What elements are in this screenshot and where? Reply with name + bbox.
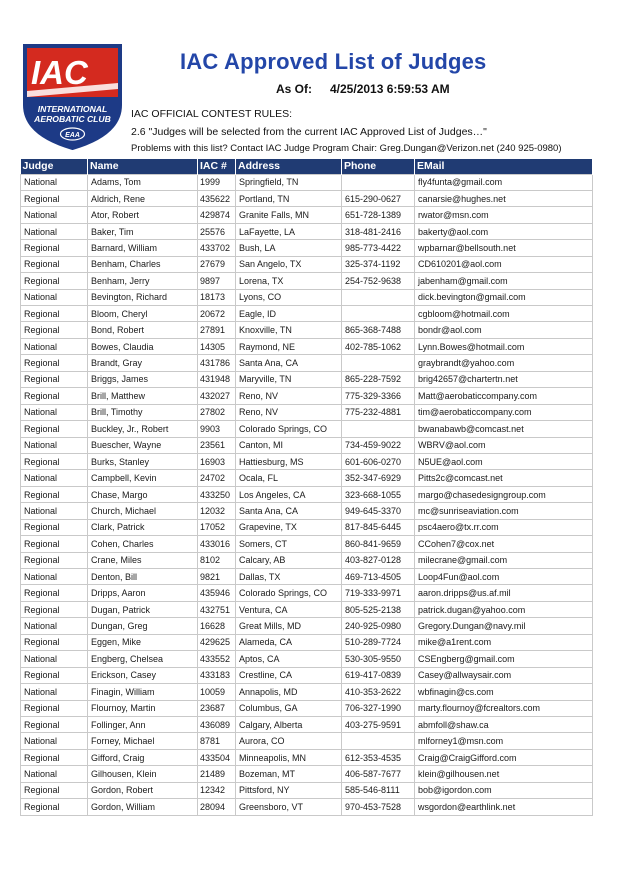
judge-level-cell: Regional xyxy=(21,355,88,371)
judge-level-cell: Regional xyxy=(21,453,88,469)
judge-level-cell: National xyxy=(21,437,88,453)
iac-number-cell: 433552 xyxy=(198,651,236,667)
judge-level-cell: Regional xyxy=(21,601,88,617)
iac-number-cell: 17052 xyxy=(198,519,236,535)
email-cell: klein@gilhousen.net xyxy=(415,766,593,782)
email-cell: psc4aero@tx.rr.com xyxy=(415,519,593,535)
email-cell: bob@igordon.com xyxy=(415,782,593,798)
judges-table xyxy=(20,159,593,816)
table-row xyxy=(21,289,593,305)
name-cell: Ator, Robert xyxy=(88,207,198,223)
email-cell: wsgordon@earthlink.net xyxy=(415,799,593,815)
address-cell: Maryville, TN xyxy=(236,371,342,387)
name-cell: Bond, Robert xyxy=(88,322,198,338)
name-cell: Gordon, Robert xyxy=(88,782,198,798)
phone-cell: 949-645-3370 xyxy=(342,503,415,519)
address-cell: Bush, LA xyxy=(236,240,342,256)
judge-level-cell: Regional xyxy=(21,716,88,732)
rules-quote: 2.6 "Judges will be selected from the current IAC Approved List of Judges…" xyxy=(131,126,487,138)
email-cell: tim@aerobaticcompany.com xyxy=(415,404,593,420)
phone-cell: 585-546-8111 xyxy=(342,782,415,798)
logo-wordmark: IAC xyxy=(31,54,88,91)
iac-number-cell: 433016 xyxy=(198,536,236,552)
judge-level-cell: National xyxy=(21,618,88,634)
phone-cell: 403-827-0128 xyxy=(342,552,415,568)
address-cell: Hattiesburg, MS xyxy=(236,453,342,469)
address-cell: Lorena, TX xyxy=(236,273,342,289)
table-row xyxy=(21,552,593,568)
table-row xyxy=(21,667,593,683)
table-row xyxy=(21,749,593,765)
address-cell: Ocala, FL xyxy=(236,470,342,486)
phone-cell: 865-368-7488 xyxy=(342,322,415,338)
address-cell: Grapevine, TX xyxy=(236,519,342,535)
name-cell: Burks, Stanley xyxy=(88,453,198,469)
phone-cell: 240-925-0980 xyxy=(342,618,415,634)
email-cell: CCohen7@cox.net xyxy=(415,536,593,552)
iac-number-cell: 9897 xyxy=(198,273,236,289)
name-cell: Dripps, Aaron xyxy=(88,585,198,601)
name-cell: Barnard, William xyxy=(88,240,198,256)
address-cell: Eagle, ID xyxy=(236,306,342,322)
phone-cell: 318-481-2416 xyxy=(342,223,415,239)
email-cell: fly4funta@gmail.com xyxy=(415,174,593,190)
address-cell: Springfield, TN xyxy=(236,174,342,190)
judge-level-cell: Regional xyxy=(21,799,88,815)
judge-level-cell: National xyxy=(21,404,88,420)
as-of-label: As Of: xyxy=(276,82,312,96)
name-cell: Crane, Miles xyxy=(88,552,198,568)
judge-level-cell: Regional xyxy=(21,388,88,404)
judge-level-cell: Regional xyxy=(21,190,88,206)
phone-cell: 402-785-1062 xyxy=(342,338,415,354)
column-header-judge: Judge xyxy=(21,159,88,174)
address-cell: Los Angeles, CA xyxy=(236,486,342,502)
table-row xyxy=(21,651,593,667)
name-cell: Bowes, Claudia xyxy=(88,338,198,354)
email-cell: Gregory.Dungan@navy.mil xyxy=(415,618,593,634)
judge-level-cell: National xyxy=(21,223,88,239)
iac-number-cell: 433504 xyxy=(198,749,236,765)
phone-cell: 775-329-3366 xyxy=(342,388,415,404)
email-cell: canarsie@hughes.net xyxy=(415,190,593,206)
table-row xyxy=(21,371,593,387)
iac-number-cell: 431948 xyxy=(198,371,236,387)
iac-number-cell: 21489 xyxy=(198,766,236,782)
address-cell: Aptos, CA xyxy=(236,651,342,667)
phone-cell: 601-606-0270 xyxy=(342,453,415,469)
address-cell: Crestline, CA xyxy=(236,667,342,683)
address-cell: Pittsford, NY xyxy=(236,782,342,798)
logo-eaa-badge: EAA xyxy=(65,132,80,139)
phone-cell xyxy=(342,733,415,749)
phone-cell: 323-668-1055 xyxy=(342,486,415,502)
column-header-phone: Phone xyxy=(342,159,415,174)
email-cell: mlforney1@msn.com xyxy=(415,733,593,749)
address-cell: Annapolis, MD xyxy=(236,684,342,700)
phone-cell: 325-374-1192 xyxy=(342,256,415,272)
name-cell: Adams, Tom xyxy=(88,174,198,190)
table-row xyxy=(21,306,593,322)
email-cell: Pitts2c@comcast.net xyxy=(415,470,593,486)
email-cell: bwanabawb@comcast.net xyxy=(415,421,593,437)
address-cell: Columbus, GA xyxy=(236,700,342,716)
iac-number-cell: 14305 xyxy=(198,338,236,354)
judge-level-cell: Regional xyxy=(21,749,88,765)
judge-level-cell: Regional xyxy=(21,700,88,716)
address-cell: LaFayette, LA xyxy=(236,223,342,239)
iac-number-cell: 8781 xyxy=(198,733,236,749)
name-cell: Briggs, James xyxy=(88,371,198,387)
address-cell: Calcary, AB xyxy=(236,552,342,568)
table-row xyxy=(21,700,593,716)
judge-level-cell: Regional xyxy=(21,322,88,338)
address-cell: Raymond, NE xyxy=(236,338,342,354)
judge-level-cell: National xyxy=(21,569,88,585)
email-cell: dick.bevington@gmail.com xyxy=(415,289,593,305)
iac-number-cell: 429874 xyxy=(198,207,236,223)
address-cell: Greensboro, VT xyxy=(236,799,342,815)
name-cell: Brill, Timothy xyxy=(88,404,198,420)
table-row xyxy=(21,618,593,634)
iac-number-cell: 432027 xyxy=(198,388,236,404)
address-cell: Colorado Springs, CO xyxy=(236,421,342,437)
address-cell: Calgary, Alberta xyxy=(236,716,342,732)
address-cell: Reno, NV xyxy=(236,388,342,404)
judge-level-cell: Regional xyxy=(21,782,88,798)
iac-number-cell: 9821 xyxy=(198,569,236,585)
judge-level-cell: National xyxy=(21,470,88,486)
email-cell: WBRV@aol.com xyxy=(415,437,593,453)
name-cell: Cohen, Charles xyxy=(88,536,198,552)
address-cell: Lyons, CO xyxy=(236,289,342,305)
judge-level-cell: Regional xyxy=(21,256,88,272)
column-header-address: Address xyxy=(236,159,342,174)
email-cell: CSEngberg@gmail.com xyxy=(415,651,593,667)
name-cell: Engberg, Chelsea xyxy=(88,651,198,667)
iac-number-cell: 27679 xyxy=(198,256,236,272)
email-cell: Craig@CraigGifford.com xyxy=(415,749,593,765)
table-row xyxy=(21,585,593,601)
table-row xyxy=(21,240,593,256)
name-cell: Bevington, Richard xyxy=(88,289,198,305)
phone-cell: 775-232-4881 xyxy=(342,404,415,420)
judge-level-cell: Regional xyxy=(21,486,88,502)
table-row xyxy=(21,338,593,354)
phone-cell: 651-728-1389 xyxy=(342,207,415,223)
table-row xyxy=(21,684,593,700)
address-cell: Great Mills, MD xyxy=(236,618,342,634)
phone-cell: 469-713-4505 xyxy=(342,569,415,585)
name-cell: Brill, Matthew xyxy=(88,388,198,404)
logo-line-2: AEROBATIC CLUB xyxy=(34,114,111,124)
name-cell: Benham, Jerry xyxy=(88,273,198,289)
email-cell: bondr@aol.com xyxy=(415,322,593,338)
name-cell: Campbell, Kevin xyxy=(88,470,198,486)
address-cell: Granite Falls, MN xyxy=(236,207,342,223)
name-cell: Denton, Bill xyxy=(88,569,198,585)
phone-cell: 352-347-6929 xyxy=(342,470,415,486)
table-row xyxy=(21,733,593,749)
judge-level-cell: Regional xyxy=(21,240,88,256)
rules-heading: IAC OFFICIAL CONTEST RULES: xyxy=(131,108,293,120)
address-cell: Santa Ana, CA xyxy=(236,355,342,371)
phone-cell: 985-773-4422 xyxy=(342,240,415,256)
iac-number-cell: 431786 xyxy=(198,355,236,371)
judge-level-cell: National xyxy=(21,766,88,782)
phone-cell: 406-587-7677 xyxy=(342,766,415,782)
iac-number-cell: 28094 xyxy=(198,799,236,815)
phone-cell xyxy=(342,421,415,437)
table-row xyxy=(21,273,593,289)
iac-number-cell: 8102 xyxy=(198,552,236,568)
table-row xyxy=(21,322,593,338)
judge-level-cell: National xyxy=(21,503,88,519)
table-row xyxy=(21,569,593,585)
iac-number-cell: 433250 xyxy=(198,486,236,502)
phone-cell xyxy=(342,289,415,305)
phone-cell: 719-333-9971 xyxy=(342,585,415,601)
table-header-row xyxy=(21,159,593,174)
iac-number-cell: 24702 xyxy=(198,470,236,486)
judge-level-cell: National xyxy=(21,207,88,223)
iac-number-cell: 23561 xyxy=(198,437,236,453)
table-row xyxy=(21,536,593,552)
judges-table-body xyxy=(21,174,593,815)
email-cell: graybrandt@yahoo.com xyxy=(415,355,593,371)
email-cell: N5UE@aol.com xyxy=(415,453,593,469)
name-cell: Eggen, Mike xyxy=(88,634,198,650)
table-row xyxy=(21,437,593,453)
email-cell: CD610201@aol.com xyxy=(415,256,593,272)
email-cell: margo@chasedesigngroup.com xyxy=(415,486,593,502)
page-title: IAC Approved List of Judges xyxy=(180,49,487,74)
judge-level-cell: National xyxy=(21,289,88,305)
address-cell: Reno, NV xyxy=(236,404,342,420)
address-cell: Alameda, CA xyxy=(236,634,342,650)
judge-level-cell: National xyxy=(21,684,88,700)
phone-cell: 805-525-2138 xyxy=(342,601,415,617)
address-cell: Colorado Springs, CO xyxy=(236,585,342,601)
address-cell: Knoxville, TN xyxy=(236,322,342,338)
judge-level-cell: National xyxy=(21,174,88,190)
address-cell: Bozeman, MT xyxy=(236,766,342,782)
phone-cell: 254-752-9638 xyxy=(342,273,415,289)
as-of-line xyxy=(276,82,450,96)
name-cell: Buckley, Jr., Robert xyxy=(88,421,198,437)
table-row xyxy=(21,634,593,650)
address-cell: Somers, CT xyxy=(236,536,342,552)
name-cell: Clark, Patrick xyxy=(88,519,198,535)
judge-level-cell: National xyxy=(21,338,88,354)
judge-level-cell: Regional xyxy=(21,421,88,437)
phone-cell: 970-453-7528 xyxy=(342,799,415,815)
table-row xyxy=(21,799,593,815)
name-cell: Buescher, Wayne xyxy=(88,437,198,453)
logo-line-1: INTERNATIONAL xyxy=(37,104,108,114)
judge-level-cell: Regional xyxy=(21,667,88,683)
email-cell: jabenham@gmail.com xyxy=(415,273,593,289)
column-header-email: EMail xyxy=(415,159,593,174)
email-cell: bakerty@aol.com xyxy=(415,223,593,239)
table-row xyxy=(21,421,593,437)
address-cell: Dallas, TX xyxy=(236,569,342,585)
address-cell: San Angelo, TX xyxy=(236,256,342,272)
iac-number-cell: 436089 xyxy=(198,716,236,732)
name-cell: Follinger, Ann xyxy=(88,716,198,732)
name-cell: Erickson, Casey xyxy=(88,667,198,683)
table-row xyxy=(21,388,593,404)
iac-number-cell: 12342 xyxy=(198,782,236,798)
name-cell: Baker, Tim xyxy=(88,223,198,239)
column-header-iac-number: IAC # xyxy=(198,159,236,174)
iac-number-cell: 16903 xyxy=(198,453,236,469)
phone-cell: 734-459-9022 xyxy=(342,437,415,453)
email-cell: mc@sunriseaviation.com xyxy=(415,503,593,519)
phone-cell: 403-275-9591 xyxy=(342,716,415,732)
iac-number-cell: 429625 xyxy=(198,634,236,650)
judge-level-cell: Regional xyxy=(21,585,88,601)
phone-cell: 530-305-9550 xyxy=(342,651,415,667)
name-cell: Flournoy, Martin xyxy=(88,700,198,716)
iac-number-cell: 9903 xyxy=(198,421,236,437)
table-row xyxy=(21,174,593,190)
name-cell: Dugan, Patrick xyxy=(88,601,198,617)
iac-number-cell: 433702 xyxy=(198,240,236,256)
table-row xyxy=(21,223,593,239)
judge-level-cell: National xyxy=(21,651,88,667)
name-cell: Gifford, Craig xyxy=(88,749,198,765)
table-row xyxy=(21,207,593,223)
judge-level-cell: Regional xyxy=(21,273,88,289)
iac-number-cell: 25576 xyxy=(198,223,236,239)
judge-level-cell: Regional xyxy=(21,306,88,322)
judge-level-cell: Regional xyxy=(21,371,88,387)
email-cell: Loop4Fun@aol.com xyxy=(415,569,593,585)
table-row xyxy=(21,503,593,519)
email-cell: abmfoll@shaw.ca xyxy=(415,716,593,732)
email-cell: brig42657@chartertn.net xyxy=(415,371,593,387)
contact-note: Problems with this list? Contact IAC Judge Program Chair: Greg.Dungan@Verizon.net (240 925-0980) xyxy=(131,143,562,154)
table-row xyxy=(21,453,593,469)
table-row xyxy=(21,782,593,798)
table-row xyxy=(21,519,593,535)
phone-cell: 860-841-9659 xyxy=(342,536,415,552)
name-cell: Brandt, Gray xyxy=(88,355,198,371)
iac-number-cell: 432751 xyxy=(198,601,236,617)
table-row xyxy=(21,256,593,272)
email-cell: Lynn.Bowes@hotmail.com xyxy=(415,338,593,354)
phone-cell: 619-417-0839 xyxy=(342,667,415,683)
email-cell: wbfinagin@cs.com xyxy=(415,684,593,700)
column-header-name: Name xyxy=(88,159,198,174)
email-cell: wpbarnar@bellsouth.net xyxy=(415,240,593,256)
table-row xyxy=(21,486,593,502)
iac-number-cell: 20672 xyxy=(198,306,236,322)
address-cell: Portland, TN xyxy=(236,190,342,206)
name-cell: Church, Michael xyxy=(88,503,198,519)
iac-number-cell: 16628 xyxy=(198,618,236,634)
iac-number-cell: 433183 xyxy=(198,667,236,683)
phone-cell: 706-327-1990 xyxy=(342,700,415,716)
phone-cell: 510-289-7724 xyxy=(342,634,415,650)
table-row xyxy=(21,716,593,732)
phone-cell xyxy=(342,306,415,322)
table-row xyxy=(21,470,593,486)
name-cell: Chase, Margo xyxy=(88,486,198,502)
table-row xyxy=(21,766,593,782)
judge-level-cell: Regional xyxy=(21,552,88,568)
name-cell: Forney, Michael xyxy=(88,733,198,749)
email-cell: Casey@allwaysair.com xyxy=(415,667,593,683)
email-cell: cgbloom@hotmail.com xyxy=(415,306,593,322)
phone-cell xyxy=(342,355,415,371)
iac-number-cell: 18173 xyxy=(198,289,236,305)
name-cell: Finagin, William xyxy=(88,684,198,700)
address-cell: Canton, MI xyxy=(236,437,342,453)
phone-cell xyxy=(342,174,415,190)
name-cell: Aldrich, Rene xyxy=(88,190,198,206)
address-cell: Aurora, CO xyxy=(236,733,342,749)
address-cell: Santa Ana, CA xyxy=(236,503,342,519)
iac-number-cell: 27891 xyxy=(198,322,236,338)
iac-number-cell: 10059 xyxy=(198,684,236,700)
phone-cell: 817-845-6445 xyxy=(342,519,415,535)
email-cell: mike@a1rent.com xyxy=(415,634,593,650)
judge-level-cell: National xyxy=(21,733,88,749)
table-row xyxy=(21,355,593,371)
name-cell: Bloom, Cheryl xyxy=(88,306,198,322)
table-row xyxy=(21,190,593,206)
email-cell: marty.flournoy@fcrealtors.com xyxy=(415,700,593,716)
iac-number-cell: 23687 xyxy=(198,700,236,716)
name-cell: Dungan, Greg xyxy=(88,618,198,634)
email-cell: Matt@aerobaticcompany.com xyxy=(415,388,593,404)
iac-number-cell: 27802 xyxy=(198,404,236,420)
iac-number-cell: 435946 xyxy=(198,585,236,601)
phone-cell: 410-353-2622 xyxy=(342,684,415,700)
iac-number-cell: 12032 xyxy=(198,503,236,519)
email-cell: aaron.dripps@us.af.mil xyxy=(415,585,593,601)
address-cell: Minneapolis, MN xyxy=(236,749,342,765)
email-cell: patrick.dugan@yahoo.com xyxy=(415,601,593,617)
name-cell: Gilhousen, Klein xyxy=(88,766,198,782)
judge-level-cell: Regional xyxy=(21,536,88,552)
judge-level-cell: Regional xyxy=(21,634,88,650)
table-row xyxy=(21,404,593,420)
as-of-value: 4/25/2013 6:59:53 AM xyxy=(330,82,450,96)
iac-number-cell: 1999 xyxy=(198,174,236,190)
judge-level-cell: Regional xyxy=(21,519,88,535)
address-cell: Ventura, CA xyxy=(236,601,342,617)
email-cell: rwator@msn.com xyxy=(415,207,593,223)
phone-cell: 865-228-7592 xyxy=(342,371,415,387)
phone-cell: 615-290-0627 xyxy=(342,190,415,206)
phone-cell: 612-353-4535 xyxy=(342,749,415,765)
iac-number-cell: 435622 xyxy=(198,190,236,206)
email-cell: milecrane@gmail.com xyxy=(415,552,593,568)
name-cell: Benham, Charles xyxy=(88,256,198,272)
name-cell: Gordon, William xyxy=(88,799,198,815)
table-row xyxy=(21,601,593,617)
iac-logo xyxy=(22,43,123,151)
